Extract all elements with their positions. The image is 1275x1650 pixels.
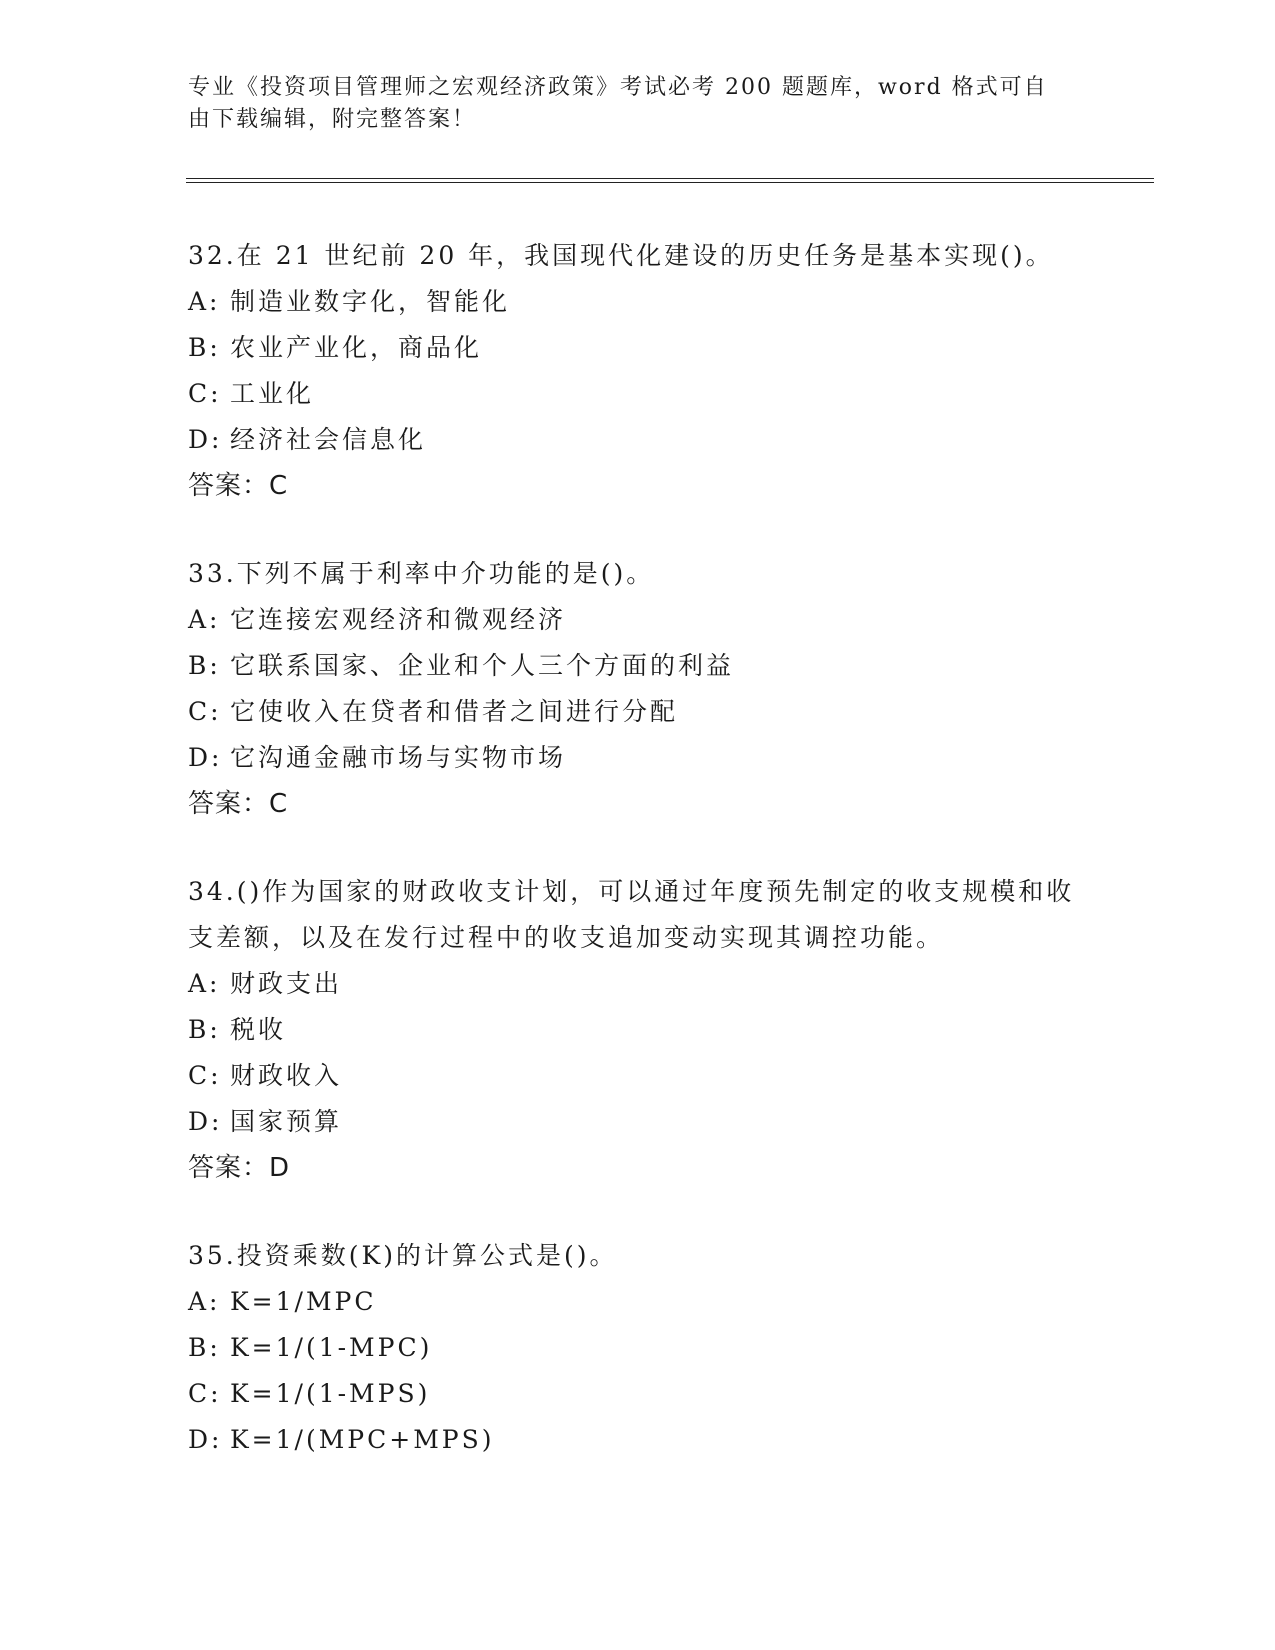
option-key: C: — [188, 1379, 222, 1408]
answer-line: 答案：C — [188, 789, 289, 819]
question-32 — [188, 233, 1088, 509]
option-text: 它沟通金融市场与实物市场 — [230, 743, 567, 772]
option-key: B: — [188, 651, 221, 680]
option-text: 它使收入在贷者和借者之间进行分配 — [230, 697, 679, 726]
option-key: B: — [188, 1333, 221, 1362]
option-c — [188, 371, 1088, 417]
option-a — [188, 597, 1088, 643]
answer-line: 答案：C — [188, 471, 289, 501]
answer-line: 答案：D — [188, 1153, 291, 1183]
option-key: D: — [188, 425, 223, 454]
option-key: B: — [188, 333, 221, 362]
option-a — [188, 961, 1088, 1007]
question-list — [188, 233, 1088, 1505]
option-key: D: — [188, 743, 223, 772]
option-text: K=1/(1-MPS) — [230, 1379, 431, 1408]
option-b — [188, 325, 1088, 371]
option-text: 税收 — [230, 1015, 287, 1044]
option-text: K=1/(MPC+MPS) — [230, 1425, 495, 1454]
option-text: 经济社会信息化 — [230, 425, 427, 454]
header-divider — [186, 178, 1154, 183]
option-key: C: — [188, 1061, 222, 1090]
option-text: 国家预算 — [230, 1107, 343, 1136]
option-a — [188, 279, 1088, 325]
question-stem: 33.下列不属于利率中介功能的是()。 — [188, 559, 655, 588]
option-text: K=1/MPC — [230, 1287, 377, 1316]
option-text: 财政收入 — [230, 1061, 343, 1090]
option-key: C: — [188, 697, 222, 726]
option-text: K=1/(1-MPC) — [230, 1333, 433, 1362]
option-d — [188, 1417, 1088, 1463]
option-text: 它连接宏观经济和微观经济 — [230, 605, 567, 634]
option-c — [188, 1371, 1088, 1417]
option-b — [188, 1325, 1088, 1371]
option-key: A: — [188, 969, 221, 998]
option-c — [188, 689, 1088, 735]
option-key: D: — [188, 1107, 223, 1136]
option-text: 制造业数字化，智能化 — [230, 287, 511, 316]
option-key: B: — [188, 1015, 221, 1044]
question-stem: 34.()作为国家的财政收支计划，可以通过年度预先制定的收支规模和收支差额，以及在发行过程中的收支追加变动实现其调控功能。 — [188, 877, 1075, 952]
option-text: 它联系国家、企业和个人三个方面的利益 — [230, 651, 735, 680]
option-b — [188, 643, 1088, 689]
option-key: A: — [188, 287, 221, 316]
option-d — [188, 1099, 1088, 1145]
option-d — [188, 417, 1088, 463]
question-stem: 35.投资乘数(K)的计算公式是()。 — [188, 1241, 618, 1270]
option-key: A: — [188, 1287, 221, 1316]
document-header: 专业《投资项目管理师之宏观经济政策》考试必考 200 题题库，word 格式可自由下载编辑，附完整答案！ — [188, 75, 1048, 132]
question-34 — [188, 869, 1088, 1191]
option-key: C: — [188, 379, 222, 408]
option-a — [188, 1279, 1088, 1325]
option-d — [188, 735, 1088, 781]
option-key: D: — [188, 1425, 223, 1454]
option-text: 工业化 — [230, 379, 315, 408]
question-stem: 32.在 21 世纪前 20 年，我国现代化建设的历史任务是基本实现()。 — [188, 241, 1054, 270]
option-text: 农业产业化，商品化 — [230, 333, 483, 362]
question-35 — [188, 1233, 1088, 1463]
option-b — [188, 1007, 1088, 1053]
option-key: A: — [188, 605, 221, 634]
question-33 — [188, 551, 1088, 827]
option-c — [188, 1053, 1088, 1099]
option-text: 财政支出 — [230, 969, 343, 998]
